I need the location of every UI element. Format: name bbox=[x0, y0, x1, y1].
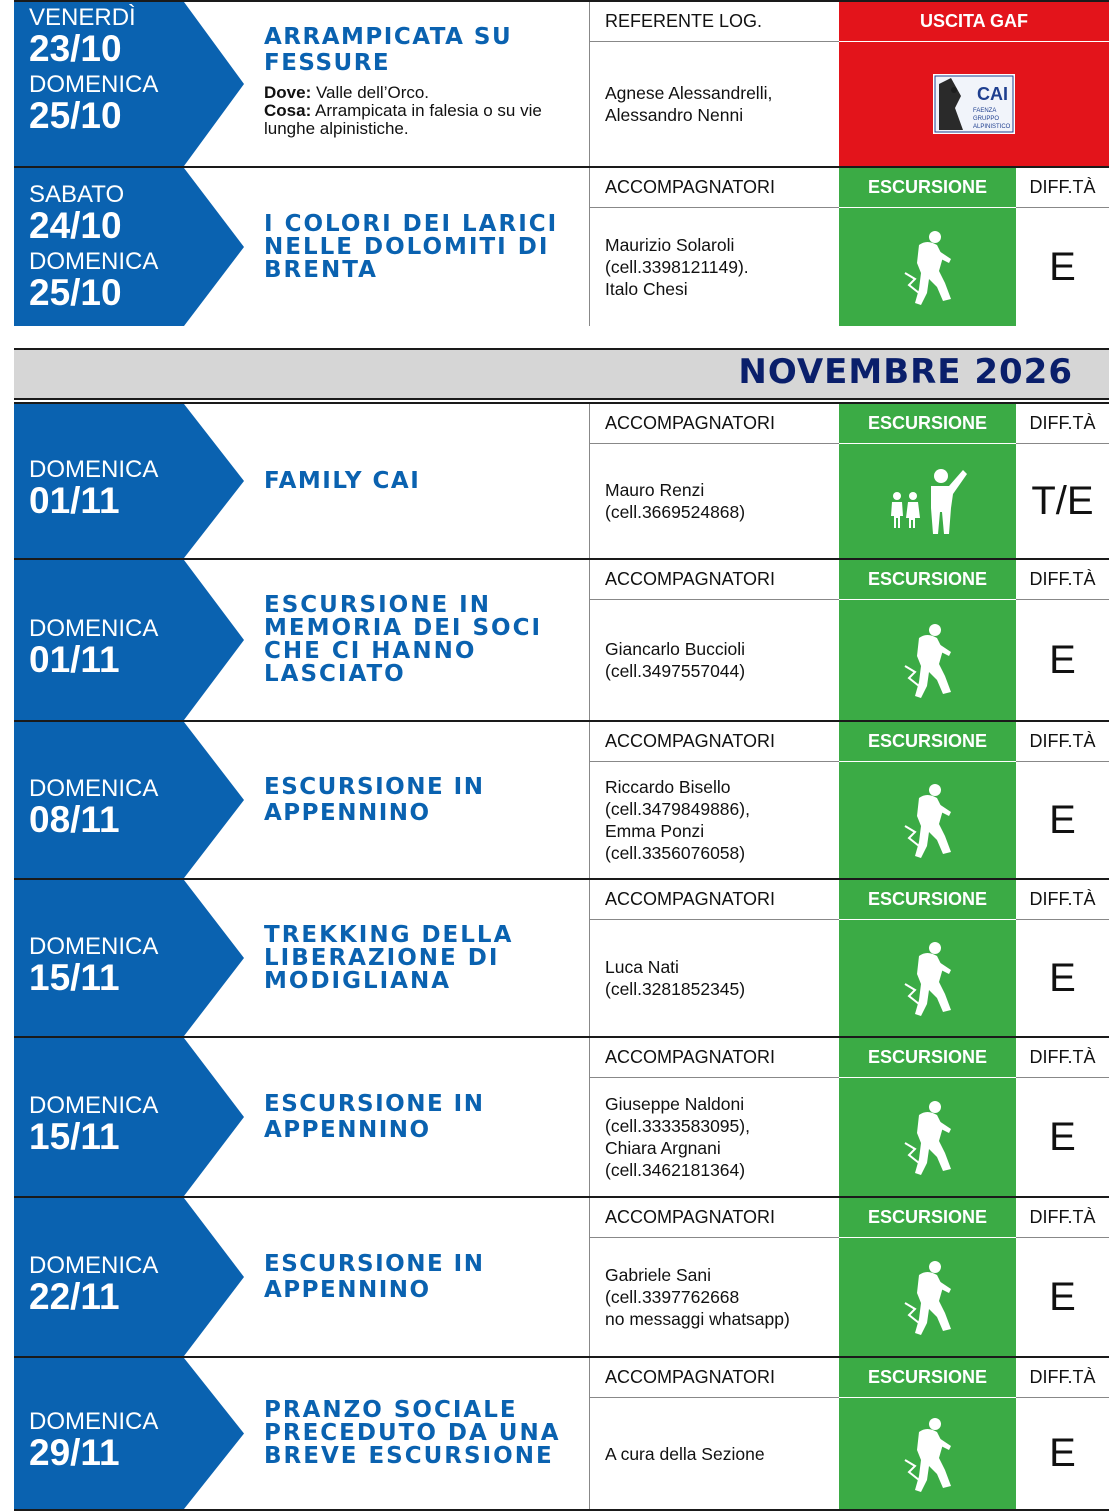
day-name: DOMENICA bbox=[29, 455, 159, 483]
accompagnatori-names bbox=[590, 762, 839, 878]
event-row bbox=[14, 558, 1109, 720]
accompagnatore-line: (cell.3462181364) bbox=[605, 1160, 746, 1180]
accompagnatore-line: (cell.3669524868) bbox=[605, 502, 746, 522]
event-title: I COLORI DEI LARICI NELLE DOLOMITI DI BRENTA bbox=[264, 210, 559, 283]
accompagnatore-line: Gabriele Sani bbox=[605, 1265, 712, 1285]
month-header: NOVEMBRE 2026 bbox=[738, 352, 1073, 392]
difficolta-header: DIFF.TÀ bbox=[1016, 880, 1109, 920]
accompagnatore-line: Riccardo Bisello bbox=[605, 777, 731, 797]
family-icon bbox=[889, 466, 967, 536]
date: 01/11 bbox=[29, 638, 120, 680]
difficolta-value: E bbox=[1049, 1431, 1076, 1475]
difficolta-value: E bbox=[1049, 797, 1076, 842]
date: 23/10 bbox=[29, 28, 122, 69]
referente-header: REFERENTE LOG. bbox=[590, 2, 839, 42]
event-title: ARRAMPICATA SU FESSURE bbox=[264, 24, 513, 76]
escursione-column bbox=[839, 1038, 1016, 1196]
accompagnatore-line: Giancarlo Buccioli bbox=[605, 639, 746, 659]
event-row bbox=[14, 1036, 1109, 1196]
difficolta-column bbox=[1016, 722, 1109, 878]
date: 25/10 bbox=[29, 272, 122, 313]
accompagnatore-line: Luca Nati bbox=[605, 957, 679, 977]
referente-line: Agnese Alessandrelli, bbox=[605, 83, 773, 103]
uscita-gaf-header: USCITA GAF bbox=[839, 2, 1109, 42]
accompagnatori-column bbox=[589, 1358, 839, 1509]
escursione-column bbox=[839, 404, 1016, 558]
date-arrow bbox=[14, 722, 244, 878]
day-name: VENERDÌ bbox=[29, 4, 136, 31]
accompagnatore-line: (cell.3333583095), bbox=[605, 1116, 750, 1136]
accompagnatore-line: (cell.3281852345) bbox=[605, 979, 746, 999]
date-arrow bbox=[14, 404, 244, 558]
type-icon-cell bbox=[839, 1238, 1016, 1356]
hiker-icon bbox=[897, 1097, 959, 1177]
uscita-gaf-column bbox=[839, 2, 1109, 166]
date-arrow bbox=[14, 1358, 244, 1509]
date: 15/11 bbox=[29, 956, 120, 998]
accompagnatori-header: ACCOMPAGNATORI bbox=[590, 168, 839, 208]
accompagnatore-line: (cell.3479849886), bbox=[605, 799, 750, 819]
difficolta-column bbox=[1016, 1198, 1109, 1356]
escursione-column bbox=[839, 1358, 1016, 1509]
day-name: DOMENICA bbox=[29, 1091, 159, 1119]
accompagnatori-column bbox=[589, 1198, 839, 1356]
day-name: DOMENICA bbox=[29, 774, 159, 802]
escursione-column bbox=[839, 168, 1016, 326]
event-title: ESCURSIONE IN MEMORIA DEI SOCI CHE CI HANNO LASCIATO bbox=[264, 592, 543, 687]
difficolta-value: E bbox=[1049, 1274, 1076, 1319]
event-title: ESCURSIONE IN APPENNINO bbox=[264, 774, 485, 826]
type-icon-cell bbox=[839, 920, 1016, 1036]
accompagnatori-names bbox=[590, 1398, 839, 1509]
difficolta-value: E bbox=[1049, 1114, 1076, 1159]
day-name: DOMENICA bbox=[29, 932, 159, 960]
difficolta-column bbox=[1016, 880, 1109, 1036]
escursione-header: ESCURSIONE bbox=[839, 722, 1016, 762]
hiker-icon bbox=[897, 1414, 959, 1494]
difficolta-column bbox=[1016, 404, 1109, 558]
difficolta-header: DIFF.TÀ bbox=[1016, 1038, 1109, 1078]
event-title: PRANZO SOCIALE PRECEDUTO DA UNA BREVE ESCURSIONE bbox=[264, 1397, 561, 1469]
escursione-column bbox=[839, 560, 1016, 720]
date-arrow bbox=[14, 880, 244, 1036]
accompagnatore-line: Mauro Renzi bbox=[605, 480, 705, 500]
type-icon-cell bbox=[839, 1398, 1016, 1509]
escursione-header: ESCURSIONE bbox=[839, 1038, 1016, 1078]
event-title: FAMILY CAI bbox=[264, 468, 421, 494]
difficolta-header: DIFF.TÀ bbox=[1016, 1198, 1109, 1238]
referente-column bbox=[589, 2, 839, 166]
event-row bbox=[14, 720, 1109, 878]
accompagnatori-names bbox=[590, 444, 839, 558]
difficolta-header: DIFF.TÀ bbox=[1016, 404, 1109, 444]
event-row bbox=[14, 1356, 1109, 1511]
date-arrow bbox=[14, 1038, 244, 1196]
difficolta-value: E bbox=[1049, 955, 1076, 1000]
escursione-column bbox=[839, 880, 1016, 1036]
date-arrow bbox=[14, 560, 244, 720]
date: 24/10 bbox=[29, 205, 122, 246]
date: 15/11 bbox=[29, 1115, 120, 1157]
accompagnatore-line: (cell.3397762668 bbox=[605, 1287, 740, 1307]
escursione-header: ESCURSIONE bbox=[839, 1198, 1016, 1238]
day-name: SABATO bbox=[29, 181, 125, 208]
difficolta-value: E bbox=[1049, 637, 1076, 682]
date-arrow bbox=[14, 2, 244, 166]
date: 29/11 bbox=[29, 1432, 120, 1473]
event-title: TREKKING DELLA LIBERAZIONE DI MODIGLIANA bbox=[264, 921, 514, 994]
accompagnatori-names bbox=[590, 600, 839, 720]
event-title: ESCURSIONE IN APPENNINO bbox=[264, 1091, 485, 1143]
difficolta-column bbox=[1016, 1038, 1109, 1196]
day-name: DOMENICA bbox=[29, 71, 159, 98]
escursione-header: ESCURSIONE bbox=[839, 404, 1016, 444]
day-name: DOMENICA bbox=[29, 1408, 159, 1435]
logo-text: CAI bbox=[977, 84, 1008, 104]
day-name: DOMENICA bbox=[29, 614, 159, 642]
accompagnatori-column bbox=[589, 722, 839, 878]
escursione-header: ESCURSIONE bbox=[839, 168, 1016, 208]
accompagnatore-line: no messaggi whatsapp) bbox=[605, 1309, 790, 1329]
accompagnatore-line: A cura della Sezione bbox=[605, 1443, 765, 1464]
cosa-label: Cosa: bbox=[264, 101, 312, 120]
difficolta-value: T/E bbox=[1031, 478, 1094, 523]
accompagnatori-names bbox=[590, 920, 839, 1036]
cai-gaf-logo-icon bbox=[933, 74, 1015, 134]
accompagnatori-column bbox=[589, 404, 839, 558]
difficolta-header: DIFF.TÀ bbox=[1016, 560, 1109, 600]
accompagnatore-line: (cell.3356076058) bbox=[605, 843, 746, 863]
type-icon-cell bbox=[839, 600, 1016, 720]
cosa-value: Arrampicata in falesia o su vie lunghe alpinistiche. bbox=[264, 101, 542, 138]
date: 01/11 bbox=[29, 479, 120, 521]
referente-names bbox=[590, 42, 839, 166]
escursione-column bbox=[839, 722, 1016, 878]
accompagnatori-header: ACCOMPAGNATORI bbox=[590, 560, 839, 600]
date-arrow bbox=[14, 168, 244, 326]
date: 25/10 bbox=[29, 95, 122, 136]
difficolta-header: DIFF.TÀ bbox=[1016, 722, 1109, 762]
hiker-icon bbox=[897, 938, 959, 1018]
accompagnatori-column bbox=[589, 168, 839, 326]
difficolta-value: E bbox=[1049, 244, 1076, 289]
escursione-column bbox=[839, 1198, 1016, 1356]
accompagnatore-line: (cell.3398121149). bbox=[605, 257, 749, 277]
accompagnatori-column bbox=[589, 1038, 839, 1196]
type-icon-cell bbox=[839, 762, 1016, 878]
accompagnatori-header: ACCOMPAGNATORI bbox=[590, 404, 839, 444]
accompagnatore-line: Chiara Argnani bbox=[605, 1138, 721, 1158]
event-row bbox=[14, 878, 1109, 1036]
type-icon-cell bbox=[839, 208, 1016, 326]
escursione-header: ESCURSIONE bbox=[839, 560, 1016, 600]
difficolta-column bbox=[1016, 1358, 1109, 1509]
accompagnatore-line: Emma Ponzi bbox=[605, 821, 705, 841]
event-title: ESCURSIONE IN APPENNINO bbox=[264, 1251, 485, 1303]
dove-label: Dove: bbox=[264, 83, 312, 102]
accompagnatori-header: ACCOMPAGNATORI bbox=[590, 1358, 839, 1398]
accompagnatori-header: ACCOMPAGNATORI bbox=[590, 880, 839, 920]
day-name: DOMENICA bbox=[29, 248, 159, 275]
escursione-header: ESCURSIONE bbox=[839, 1358, 1016, 1398]
accompagnatore-line: (cell.3497557044) bbox=[605, 661, 746, 681]
event-description bbox=[264, 84, 594, 138]
accompagnatori-names bbox=[590, 1238, 839, 1356]
hiker-icon bbox=[897, 780, 959, 860]
month-band bbox=[14, 348, 1109, 400]
logo-subtext: ALPINISTICO bbox=[973, 124, 1011, 130]
hiker-icon bbox=[897, 227, 959, 307]
accompagnatori-header: ACCOMPAGNATORI bbox=[590, 1198, 839, 1238]
accompagnatore-line: Italo Chesi bbox=[605, 279, 688, 299]
event-row bbox=[14, 402, 1109, 558]
escursione-header: ESCURSIONE bbox=[839, 880, 1016, 920]
date-arrow bbox=[14, 1198, 244, 1356]
logo-subtext: GRUPPO bbox=[973, 116, 1000, 122]
accompagnatori-column bbox=[589, 880, 839, 1036]
accompagnatori-names bbox=[590, 1078, 839, 1196]
date: 08/11 bbox=[29, 798, 120, 840]
hiker-icon bbox=[897, 1257, 959, 1337]
event-row-gaf bbox=[14, 0, 1109, 166]
event-row bbox=[14, 166, 1109, 326]
type-icon-cell bbox=[839, 444, 1016, 558]
type-icon-cell bbox=[839, 1078, 1016, 1196]
accompagnatore-line: Maurizio Solaroli bbox=[605, 235, 735, 255]
difficolta-header: DIFF.TÀ bbox=[1016, 168, 1109, 208]
accompagnatori-header: ACCOMPAGNATORI bbox=[590, 1038, 839, 1078]
difficolta-column bbox=[1016, 560, 1109, 720]
logo-subtext: FAENZA bbox=[973, 108, 997, 114]
accompagnatore-line: Giuseppe Naldoni bbox=[605, 1094, 745, 1114]
date: 22/11 bbox=[29, 1275, 120, 1317]
difficolta-column bbox=[1016, 168, 1109, 326]
day-name: DOMENICA bbox=[29, 1251, 159, 1279]
difficolta-header: DIFF.TÀ bbox=[1016, 1358, 1109, 1398]
event-row bbox=[14, 1196, 1109, 1356]
hiker-icon bbox=[897, 620, 959, 700]
accompagnatori-header: ACCOMPAGNATORI bbox=[590, 722, 839, 762]
accompagnatori-names bbox=[590, 208, 839, 326]
referente-line: Alessandro Nenni bbox=[605, 105, 744, 125]
accompagnatori-column bbox=[589, 560, 839, 720]
dove-value: Valle dell’Orco. bbox=[315, 83, 430, 102]
